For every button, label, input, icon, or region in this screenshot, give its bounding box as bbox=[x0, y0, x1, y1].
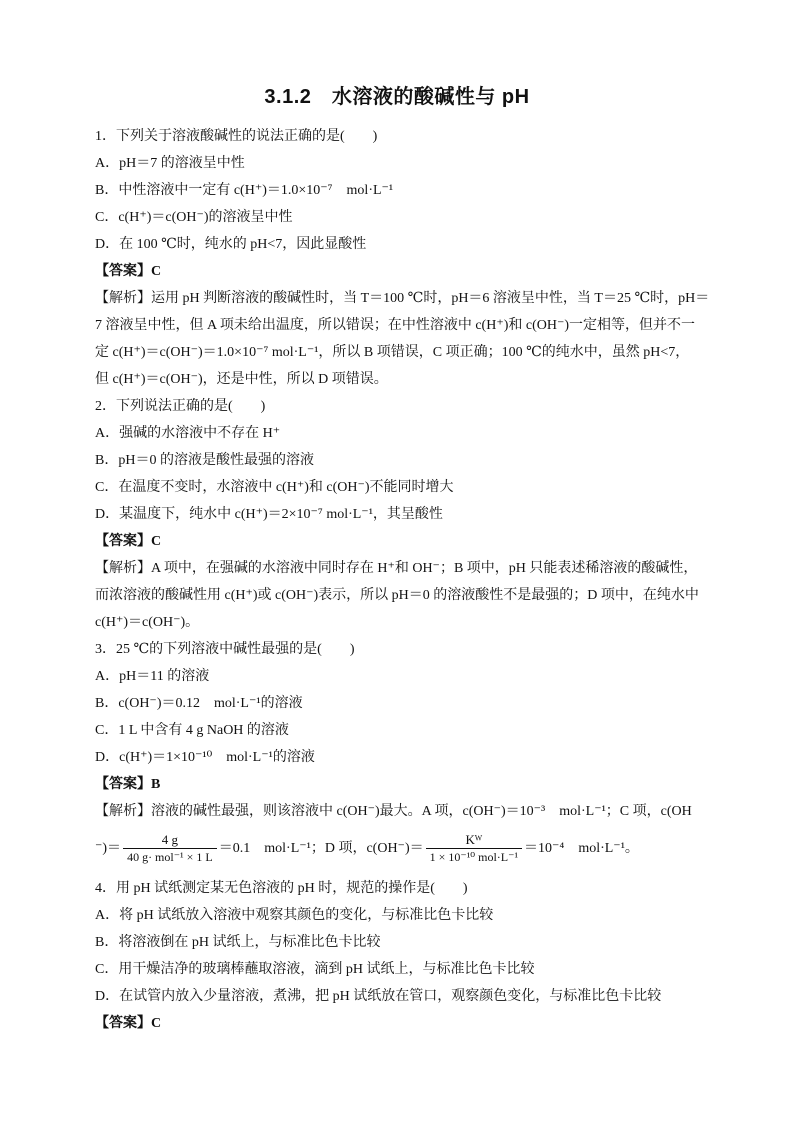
question-1-analysis-line: 【解析】运用 pH 判断溶液的酸碱性时，当 T＝100 ℃时，pH＝6 溶液呈中性，当 T＝25 ℃时，pH＝ bbox=[95, 291, 710, 306]
question-4-answer: 【答案】C bbox=[95, 1016, 162, 1031]
question-4-option-b: B．将溶液倒在 pH 试纸上，与标准比色卡比较 bbox=[95, 935, 381, 950]
question-2-answer: 【答案】C bbox=[95, 534, 162, 549]
question-4-option-a: A．将 pH 试纸放入溶液中观察其颜色的变化，与标准比色卡比较 bbox=[95, 908, 494, 923]
question-2-analysis-line: 【解析】A 项中，在强碱的水溶液中同时存在 H⁺和 OH⁻；B 项中，pH 只能表述稀溶液的酸碱性， bbox=[95, 561, 698, 576]
question-1-analysis-line: 定 c(H⁺)＝c(OH⁻)＝1.0×10⁻⁷ mol·L⁻¹，所以 B 项错误，C 项正确；100 ℃的纯水中，虽然 pH<7， bbox=[95, 345, 690, 360]
question-3-option-c: C．1 L 中含有 4 g NaOH 的溶液 bbox=[95, 723, 289, 738]
question-1-option-b: B．中性溶液中一定有 c(H⁺)＝1.0×10⁻⁷ mol·L⁻¹ bbox=[95, 183, 394, 198]
question-3-option-a: A．pH＝11 的溶液 bbox=[95, 669, 210, 684]
question-2-stem: 2．下列说法正确的是( ) bbox=[95, 399, 266, 414]
question-2-option-a: A．强碱的水溶液中不存在 H⁺ bbox=[95, 426, 281, 441]
question-2-option-b: B．pH＝0 的溶液是酸性最强的溶液 bbox=[95, 453, 314, 468]
formula-prefix: ⁻)＝ bbox=[95, 841, 122, 856]
question-1-option-c: C．c(H⁺)＝c(OH⁻)的溶液呈中性 bbox=[95, 210, 293, 225]
formula-suffix: ＝10⁻⁴ mol·L⁻¹。 bbox=[524, 841, 639, 856]
fraction-kw bbox=[426, 832, 522, 865]
question-1-option-d: D．在 100 ℃时，纯水的 pH<7，因此显酸性 bbox=[95, 237, 367, 252]
question-1-stem: 1．下列关于溶液酸碱性的说法正确的是( ) bbox=[95, 129, 378, 144]
question-4-option-d: D．在试管内放入少量溶液，煮沸，把 pH 试纸放在管口，观察颜色变化，与标准比色卡比较 bbox=[95, 989, 662, 1004]
question-3-stem: 3．25 ℃的下列溶液中碱性最强的是( ) bbox=[95, 642, 355, 657]
question-4-option-c: C．用干燥洁净的玻璃棒蘸取溶液，滴到 pH 试纸上，与标准比色卡比较 bbox=[95, 962, 535, 977]
page-title: 3.1.2 水溶液的酸碱性与 pH bbox=[264, 86, 530, 108]
formula-middle: ＝0.1 mol·L⁻¹；D 项，c(OH⁻)＝ bbox=[218, 841, 424, 856]
question-3-answer: 【答案】B bbox=[95, 777, 161, 792]
fraction-denominator: 40 g· mol⁻¹ × 1 L bbox=[127, 850, 213, 865]
question-1-analysis-line: 7 溶液呈中性，但 A 项未给出温度，所以错误；在中性溶液中 c(H⁺)和 c(OH⁻)一定相等，但并不一 bbox=[95, 318, 696, 333]
question-1-analysis-line: 但 c(H⁺)＝c(OH⁻)，还是中性，所以 D 项错误。 bbox=[95, 372, 388, 387]
question-2-analysis-line: c(H⁺)＝c(OH⁻)。 bbox=[95, 615, 200, 630]
fraction-denominator: 1 × 10⁻¹⁰ mol·L⁻¹ bbox=[429, 850, 519, 865]
question-4-stem: 4．用 pH 试纸测定某无色溶液的 pH 时，规范的操作是( ) bbox=[95, 881, 468, 896]
question-2-option-c: C．在温度不变时，水溶液中 c(H⁺)和 c(OH⁻)不能同时增大 bbox=[95, 480, 454, 495]
question-3-formula-line bbox=[95, 832, 705, 866]
question-1-answer: 【答案】C bbox=[95, 264, 162, 279]
question-3-analysis-line: 【解析】溶液的碱性最强，则该溶液中 c(OH⁻)最大。A 项，c(OH⁻)＝10⁻³ mol·L⁻¹；C 项，c(OH bbox=[95, 804, 692, 819]
question-1-option-a: A．pH＝7 的溶液呈中性 bbox=[95, 156, 245, 171]
fraction-numerator: 4 g bbox=[123, 832, 217, 849]
question-3-option-b: B．c(OH⁻)＝0.12 mol·L⁻¹的溶液 bbox=[95, 696, 303, 711]
fraction-numerator: Kᵂ bbox=[426, 832, 522, 849]
question-2-option-d: D．某温度下，纯水中 c(H⁺)＝2×10⁻⁷ mol·L⁻¹，其呈酸性 bbox=[95, 507, 443, 522]
question-3-option-d: D．c(H⁺)＝1×10⁻¹⁰ mol·L⁻¹的溶液 bbox=[95, 750, 315, 765]
question-2-analysis-line: 而浓溶液的酸碱性用 c(H⁺)或 c(OH⁻)表示，所以 pH＝0 的溶液酸性不是最强的；D 项中，在纯水中 bbox=[95, 588, 699, 603]
fraction-naoh-concentration bbox=[123, 832, 217, 865]
